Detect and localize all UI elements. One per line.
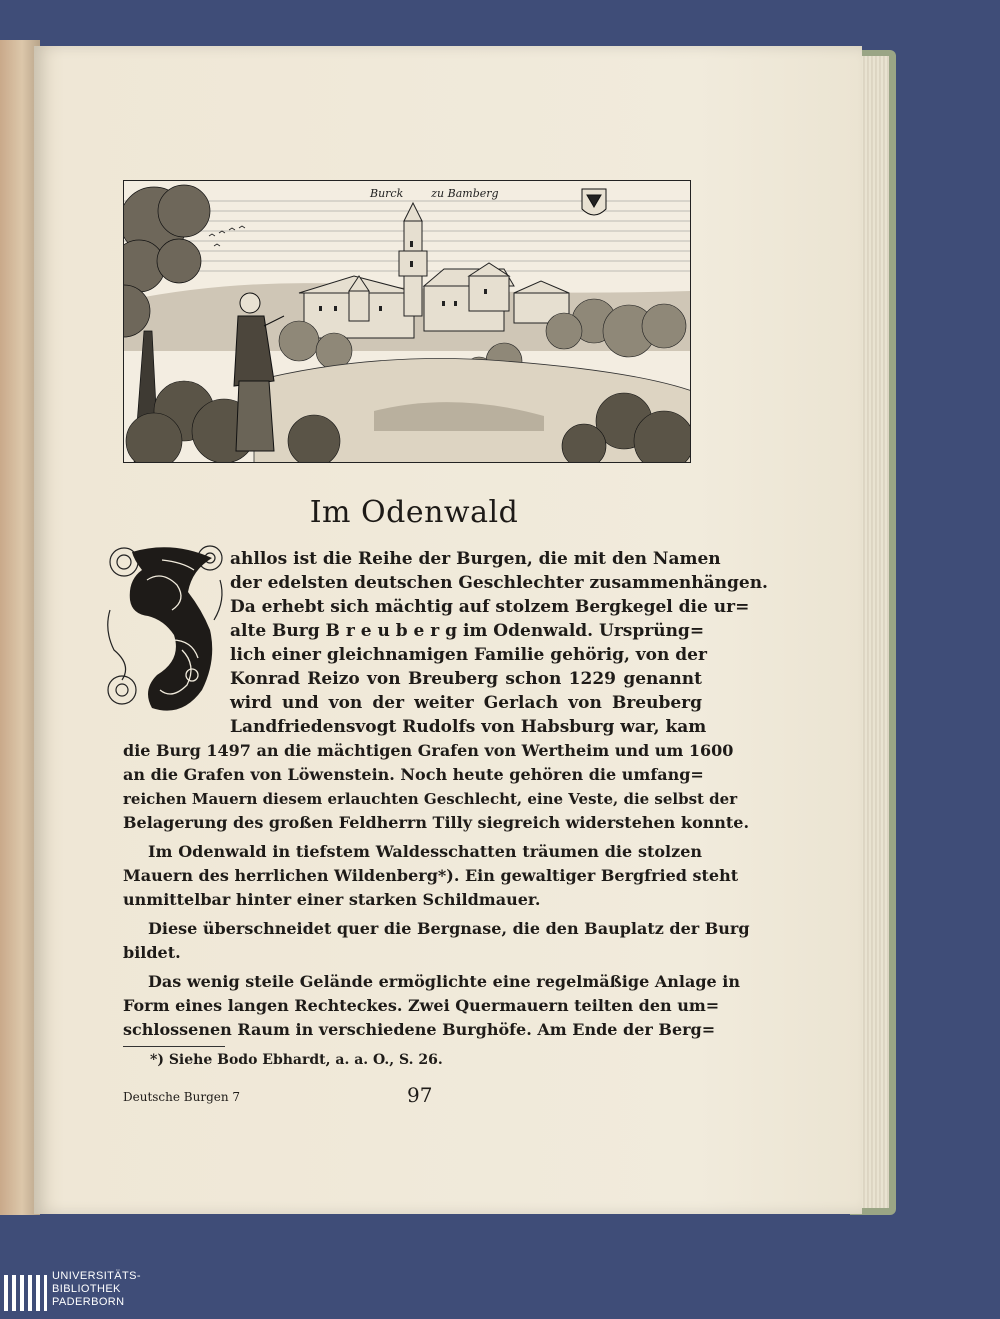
text-line: lich einer gleichnamigen Familie gehörig, von der [230, 645, 707, 665]
text-line: Mauern des herrlichen Wildenberg*). Ein gewaltiger Bergfried steht [123, 866, 739, 885]
text-line: der edelsten deutschen Geschlechter zusammenhängen. [230, 573, 768, 593]
castle-engraving [123, 180, 691, 463]
text-line: Belagerung des großen Feldherrn Tilly siegreich widerstehen konnte. [123, 813, 750, 832]
text-line: Im Odenwald in tiefstem Waldesschatten träumen die stolzen [148, 842, 702, 861]
decorative-initial [102, 540, 228, 720]
text-line: Landfriedensvogt Rudolfs von Habsburg war, kam [230, 717, 707, 737]
library-logo-icon [4, 1271, 48, 1319]
text-line: reichen Mauern diesem erlauchten Geschlecht, eine Veste, die selbst der [123, 790, 738, 808]
text-line: bildet. [123, 943, 181, 962]
text-line: Konrad Reizo von Breuberg schon 1229 genannt [230, 669, 702, 689]
footnote: *) Siehe Bodo Ebhardt, a. a. O., S. 26. [150, 1052, 443, 1068]
library-line1: UNIVERSITÄTS- [52, 1270, 141, 1282]
chapter-title: Im Odenwald [309, 495, 519, 530]
text-line: ahllos ist die Reihe der Burgen, die mit den Namen [230, 549, 721, 569]
caption-right: zu Bamberg [431, 187, 499, 200]
text-line: schlossenen Raum in verschiedene Burghöfe. Am Ende der Berg= [123, 1020, 716, 1039]
text-line: wird und von der weiter Gerlach von Breuberg [230, 693, 702, 713]
text-line: Da erhebt sich mächtig auf stolzem Bergkegel die ur= [230, 597, 750, 617]
text-line: Diese überschneidet quer die Bergnase, die den Bauplatz der Burg [148, 919, 750, 938]
text-line: Das wenig steile Gelände ermöglichte eine regelmäßige Anlage in [148, 972, 740, 991]
library-line2: BIBLIOTHEK [52, 1283, 121, 1295]
footnote-rule [123, 1046, 225, 1047]
library-footer [0, 1266, 1000, 1318]
text-line: an die Grafen von Löwenstein. Noch heute gehören die umfang= [123, 765, 704, 784]
library-name [52, 1270, 141, 1309]
signature-mark: Deutsche Burgen 7 [123, 1090, 241, 1104]
text-line: die Burg 1497 an die mächtigen Grafen von Wertheim und um 1600 [123, 741, 734, 760]
caption-left: Burck [370, 187, 404, 200]
text-line: Form eines langen Rechteckes. Zwei Quermauern teilten den um= [123, 996, 720, 1015]
text-line: unmittelbar hinter einer starken Schildmauer. [123, 890, 541, 909]
library-line3: PADERBORN [52, 1296, 125, 1308]
page-number: 97 [407, 1083, 433, 1107]
text-line: alte Burg B r e u b e r g im Odenwald. Ursprüng= [230, 621, 705, 641]
engraving-caption [370, 187, 499, 200]
